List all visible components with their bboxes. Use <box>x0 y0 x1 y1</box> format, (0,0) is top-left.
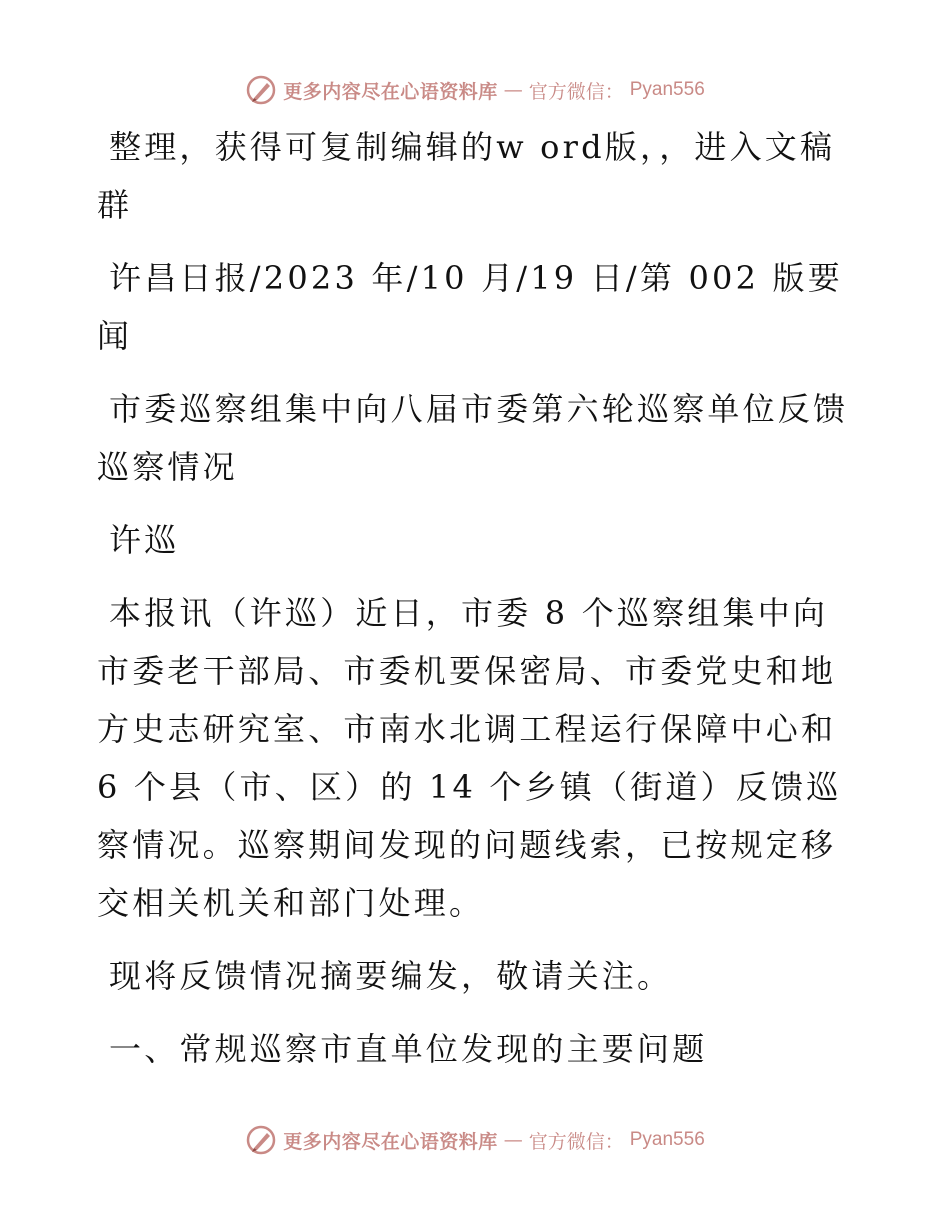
watermark-main-text: 更多内容尽在心语资料库 <box>283 1130 498 1153</box>
footer-watermark <box>0 1122 950 1158</box>
watermark-wechat-id: Pyan556 <box>629 1129 705 1150</box>
article-title: 市委巡察组集中向八届市委第六轮巡察单位反馈巡察情况 <box>97 390 849 486</box>
pen-logo-icon <box>245 1124 277 1156</box>
body-paragraph: 本报讯（许巡）近日，市委 8 个巡察组集中向市委老干部局、市委机要保密局、市委党史和地方史志研究室、市南水北调工程运行保障中心和 6 个县（市、区）的 14 个乡镇（街道）反馈巡察情况。巡察期间发现的问题线索，已按规定移交相关机关和部门处理。 <box>97 594 842 922</box>
author-line: 许巡 <box>109 521 180 559</box>
body-paragraph: 现将反馈情况摘要编发，敬请关注。 <box>109 957 673 995</box>
pen-logo-icon <box>245 74 277 106</box>
section-heading: 一、常规巡察市直单位发现的主要问题 <box>109 1030 708 1068</box>
watermark-wechat-id: Pyan556 <box>629 79 705 100</box>
watermark-main-text: 更多内容尽在心语资料库 <box>283 80 498 103</box>
watermark-dash: — <box>503 79 523 101</box>
watermark-sub-text: 官方微信： <box>528 80 624 103</box>
header-watermark <box>0 72 950 108</box>
watermark-dash: — <box>503 1129 523 1151</box>
source-line: 许昌日报/2023 年/10 月/19 日/第 002 版要闻 <box>97 259 843 355</box>
intro-note: 整理，获得可复制编辑的w ord版，，进入文稿群 <box>97 128 836 224</box>
document-body <box>97 118 857 1093</box>
watermark-sub-text: 官方微信： <box>528 1130 624 1153</box>
